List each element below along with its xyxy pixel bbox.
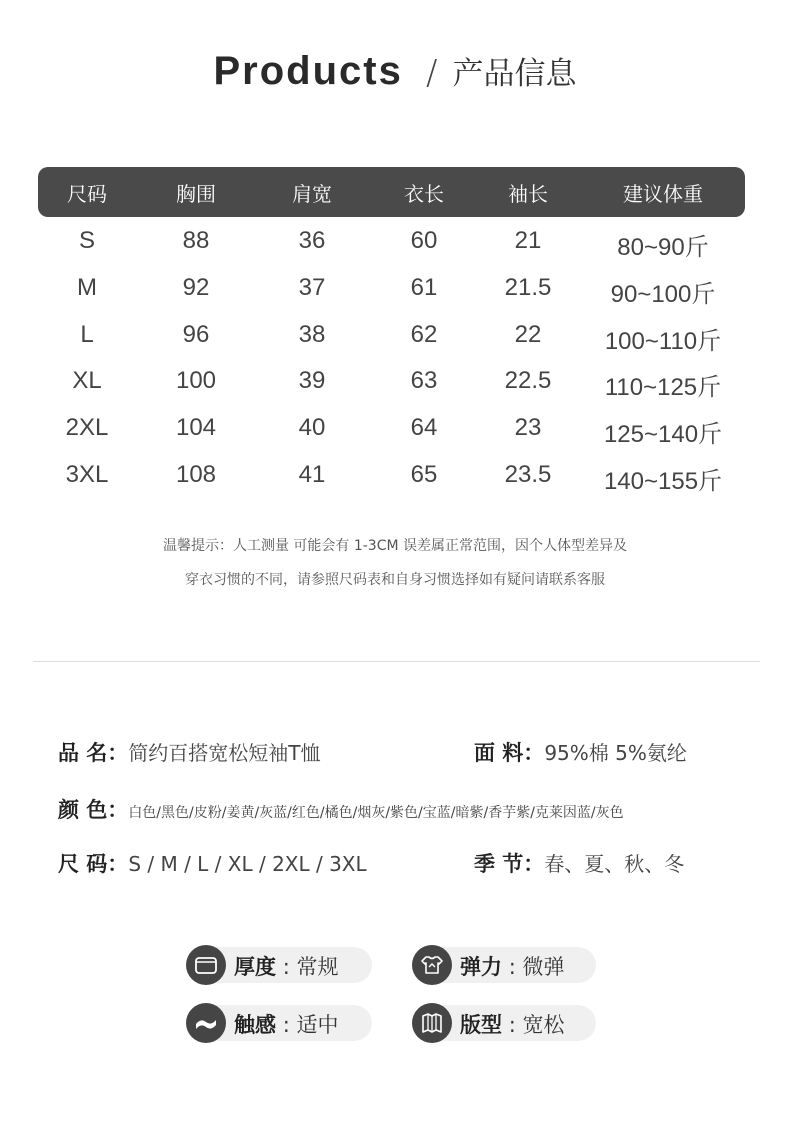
table-cell: 62 [410, 321, 438, 348]
tip-line-2: 穿衣习惯的不同，请参照尺码表和自身习惯选择如有疑问请联系客服 [185, 572, 605, 588]
title-chinese: 产品信息 [452, 56, 577, 92]
table-cell: 108 [175, 461, 217, 488]
attribute-value: 常规 [296, 955, 339, 979]
table-cell: 23.5 [504, 461, 552, 488]
column-header-sleeve: 袖长 [508, 182, 548, 206]
table-cell: 64 [410, 414, 438, 441]
attribute-value: 宽松 [522, 1013, 565, 1037]
table-cell: 140~155斤 [603, 468, 723, 495]
table-cell: 37 [298, 274, 326, 301]
elasticity-icon [412, 945, 452, 985]
table-cell: 65 [410, 461, 438, 488]
table-cell: M [77, 274, 97, 301]
table-cell: 90~100斤 [610, 281, 716, 308]
column-header-size: 尺码 [67, 182, 107, 206]
table-cell: 21 [514, 227, 542, 254]
table-cell: 63 [410, 367, 438, 394]
table-cell: 2XL [65, 414, 109, 441]
table-cell: 40 [298, 414, 326, 441]
attribute-elasticity [412, 947, 596, 983]
table-cell: 100~110斤 [604, 328, 722, 355]
info-fabric-value: 95%棉 5%氨纶 [544, 741, 687, 765]
table-cell: 61 [410, 274, 438, 301]
table-cell: 80~90斤 [617, 234, 709, 261]
attribute-separator: : [282, 955, 290, 979]
fit-icon [412, 1003, 452, 1043]
info-fabric-label: 面 料： [474, 741, 545, 765]
table-cell: 41 [298, 461, 326, 488]
title-english: Products [213, 49, 403, 93]
table-cell: L [80, 321, 94, 348]
table-cell: 92 [182, 274, 210, 301]
attribute-label: 厚度 [234, 955, 276, 979]
table-cell: 38 [298, 321, 326, 348]
page-title [0, 48, 790, 94]
table-cell: 36 [298, 227, 326, 254]
attribute-label: 触感 [234, 1013, 276, 1037]
attribute-touch [186, 1005, 372, 1041]
info-season-value: 春、夏、秋、冬 [544, 852, 685, 876]
attribute-value: 适中 [296, 1013, 339, 1037]
table-cell: 39 [298, 367, 326, 394]
table-cell: 22.5 [504, 367, 552, 394]
info-size-value: S / M / L / XL / 2XL / 3XL [128, 852, 367, 876]
attribute-thickness [186, 947, 372, 983]
table-cell: XL [72, 367, 102, 394]
table-cell: 88 [182, 227, 210, 254]
section-divider [33, 661, 760, 662]
column-header-shoulder: 肩宽 [292, 182, 332, 206]
column-header-length: 衣长 [404, 182, 444, 206]
column-header-chest: 胸围 [176, 182, 216, 206]
touch-icon [186, 1003, 226, 1043]
attribute-separator: : [282, 1013, 290, 1037]
info-season [474, 848, 684, 878]
table-cell: 60 [410, 227, 438, 254]
table-cell: 125~140斤 [603, 421, 723, 448]
info-color-value: 白色/黑色/皮粉/姜黄/灰蓝/红色/橘色/烟灰/紫色/宝蓝/暗紫/香芋紫/克莱因蓝/灰色 [128, 805, 624, 821]
attribute-separator: : [508, 1013, 516, 1037]
table-cell: 3XL [65, 461, 109, 488]
info-size-label: 尺 码： [58, 852, 129, 876]
attribute-label: 版型 [460, 1013, 502, 1037]
info-fabric [474, 737, 687, 767]
table-cell: 96 [182, 321, 210, 348]
info-color [58, 794, 624, 824]
info-season-label: 季 节： [474, 852, 545, 876]
table-cell: S [78, 227, 96, 254]
info-size [58, 848, 367, 878]
table-cell: 22 [514, 321, 542, 348]
attribute-value: 微弹 [522, 955, 565, 979]
column-header-weight: 建议体重 [623, 182, 703, 206]
table-cell: 21.5 [504, 274, 552, 301]
table-cell: 110~125斤 [604, 374, 722, 401]
thickness-icon [186, 945, 226, 985]
table-cell: 23 [514, 414, 542, 441]
attribute-fit [412, 1005, 596, 1041]
table-cell: 100 [175, 367, 217, 394]
table-cell: 104 [175, 414, 217, 441]
tip-line-1: 温馨提示：人工测量 可能会有 1-3CM 误差属正常范围，因个人体型差异及 [162, 538, 628, 554]
attribute-label: 弹力 [460, 955, 502, 979]
info-name [58, 737, 321, 767]
info-color-label: 颜 色： [58, 798, 129, 822]
attribute-separator: : [508, 955, 516, 979]
title-separator: / [425, 53, 438, 93]
info-name-value: 简约百搭宽松短袖T恤 [128, 741, 321, 765]
info-name-label: 品 名： [58, 741, 129, 765]
